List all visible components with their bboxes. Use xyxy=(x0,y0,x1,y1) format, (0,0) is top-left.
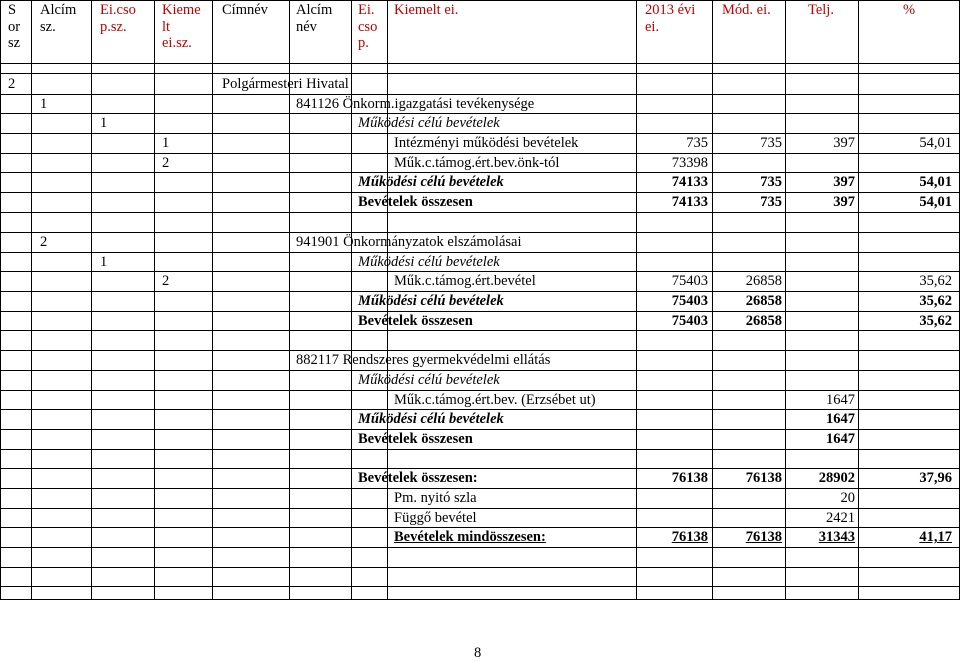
s3-sum2-label: Bevételek összesen xyxy=(358,431,473,447)
s1-cim: Polgármesteri Hivatal xyxy=(222,76,349,92)
s2-sum1-mod: 75403 xyxy=(671,293,708,309)
s2-row1-nev: Műk.c.támog.ért.bevétel xyxy=(394,273,536,289)
s3-alcim: 882117 Rendszeres gyermekvédelmi ellátás xyxy=(296,352,551,368)
grand-total-mod: 76138 xyxy=(745,529,782,545)
s1-sum1-label: Működési célú bevételek xyxy=(358,174,504,190)
s1-row1-mod: 735 xyxy=(760,135,782,151)
s2-sum1-pct: 35,62 xyxy=(919,293,952,309)
s1-sum1-ei: 74133 xyxy=(671,174,708,190)
header-sorsz-2: or xyxy=(8,18,21,35)
header-eicsop-2: cso xyxy=(358,18,378,35)
s3-sum2-mod: 1647 xyxy=(826,431,855,447)
s1-row2-mod: 73398 xyxy=(671,155,708,171)
fuggo-telj: 2421 xyxy=(826,510,855,526)
header-alcim-sz xyxy=(40,2,76,35)
s2-csop-sz: 1 xyxy=(100,254,108,270)
header-sorsz-1: S xyxy=(8,2,17,18)
header-kiemelt-eisz xyxy=(162,2,201,52)
s2-row1-sz: 2 xyxy=(162,273,170,289)
s1-csop: Működési célú bevételek xyxy=(358,115,500,131)
header-sorsz xyxy=(8,2,20,52)
s1-sum2-mod: 735 xyxy=(760,194,782,210)
header-eicsop-3: p. xyxy=(358,35,369,51)
header-eicso-psz-1: Ei.cso xyxy=(100,2,136,18)
grand-total-pct: 41,17 xyxy=(919,529,952,545)
s2-sum2-mod: 75403 xyxy=(671,313,708,329)
header-2013-2: ei. xyxy=(645,18,660,35)
s2-csop: Működési célú bevételek xyxy=(358,254,500,270)
header-sorsz-3: sz xyxy=(8,35,21,51)
s2-row1-mod: 75403 xyxy=(671,273,708,289)
pm-label: Pm. nyitó szla xyxy=(394,490,477,506)
s1-csop-sz: 1 xyxy=(100,115,108,131)
total-mod: 76138 xyxy=(745,470,782,486)
header-alcim-sz-1: Alcím xyxy=(40,2,77,18)
header-pct: % xyxy=(903,2,916,18)
header-telj: Telj. xyxy=(808,2,834,18)
s1-sum2-label: Bevételek összesen xyxy=(358,194,473,210)
pm-telj: 20 xyxy=(840,490,855,506)
s1-row1-sz: 1 xyxy=(162,135,170,151)
s1-row2-nev: Műk.c.támog.ért.bev.önk-tól xyxy=(394,155,560,171)
header-alcimnev xyxy=(296,2,332,35)
total-ei: 76138 xyxy=(671,470,708,486)
s3-sum1-mod: 1647 xyxy=(826,411,855,427)
s2-sum2-pct: 35,62 xyxy=(919,313,952,329)
s1-row1-pct: 54,01 xyxy=(919,135,952,151)
s1-row2-sz: 2 xyxy=(162,155,170,171)
total-telj: 28902 xyxy=(818,470,855,486)
s1-sum1-telj: 397 xyxy=(833,174,855,190)
s1-sum1-pct: 54,01 xyxy=(919,174,952,190)
s2-sum2-telj: 26858 xyxy=(745,313,782,329)
header-eicsop-1: Ei. xyxy=(358,2,375,18)
header-kiemelt-eisz-3: ei.sz. xyxy=(162,35,192,51)
header-cimnev: Címnév xyxy=(222,2,268,18)
header-alcimnev-1: Alcím xyxy=(296,2,333,18)
s2-sum1-telj: 26858 xyxy=(745,293,782,309)
header-eicsop xyxy=(358,2,377,52)
s1-sum2-pct: 54,01 xyxy=(919,194,952,210)
s1-alcim-sz: 1 xyxy=(40,96,48,112)
s2-sum1-label: Működési célú bevételek xyxy=(358,293,504,309)
s2-alcim: 941901 Önkormányzatok elszámolásai xyxy=(296,234,522,250)
grand-total-label: Bevételek mindösszesen: xyxy=(394,529,546,545)
s2-sum2-label: Bevételek összesen xyxy=(358,313,473,329)
total-label: Bevételek összesen: xyxy=(358,470,478,486)
s1-row1-telj: 397 xyxy=(833,135,855,151)
s1-sorsz: 2 xyxy=(8,76,16,92)
s3-row1-nev: Műk.c.támog.ért.bev. (Erzsébet ut) xyxy=(394,392,596,408)
header-kiemelt-ei: Kiemelt ei. xyxy=(394,2,459,18)
header-2013-1: 2013 évi xyxy=(645,2,696,18)
s1-sum1-mod: 735 xyxy=(760,174,782,190)
s1-row1-ei: 735 xyxy=(686,135,708,151)
grand-total-ei: 76138 xyxy=(671,529,708,545)
header-alcim-sz-2: sz. xyxy=(40,18,56,35)
header-eicso-psz xyxy=(100,2,136,35)
grand-total-telj: 31343 xyxy=(818,529,855,545)
s2-sorsz: 2 xyxy=(40,234,48,250)
header-alcimnev-2: név xyxy=(296,18,317,35)
page-number: 8 xyxy=(474,645,482,661)
fuggo-label: Függő bevétel xyxy=(394,510,477,526)
header-kiemelt-eisz-2: lt xyxy=(162,18,171,35)
s1-alcim: 841126 Önkorm.igazgatási tevékenysége xyxy=(296,96,535,112)
header-eicso-psz-2: p.sz. xyxy=(100,18,127,35)
s3-sum1-label: Működési célú bevételek xyxy=(358,411,504,427)
total-pct: 37,96 xyxy=(919,470,952,486)
header-mod: Mód. ei. xyxy=(722,2,771,18)
s1-sum2-ei: 74133 xyxy=(671,194,708,210)
s1-sum2-telj: 397 xyxy=(833,194,855,210)
s2-row1-pct: 35,62 xyxy=(919,273,952,289)
s3-row1-mod: 1647 xyxy=(826,392,855,408)
header-2013 xyxy=(645,2,695,35)
header-kiemelt-eisz-1: Kieme xyxy=(162,2,201,18)
s3-csop: Működési célú bevételek xyxy=(358,372,500,388)
s2-row1-telj: 26858 xyxy=(745,273,782,289)
s1-row1-nev: Intézményi működési bevételek xyxy=(394,135,579,151)
